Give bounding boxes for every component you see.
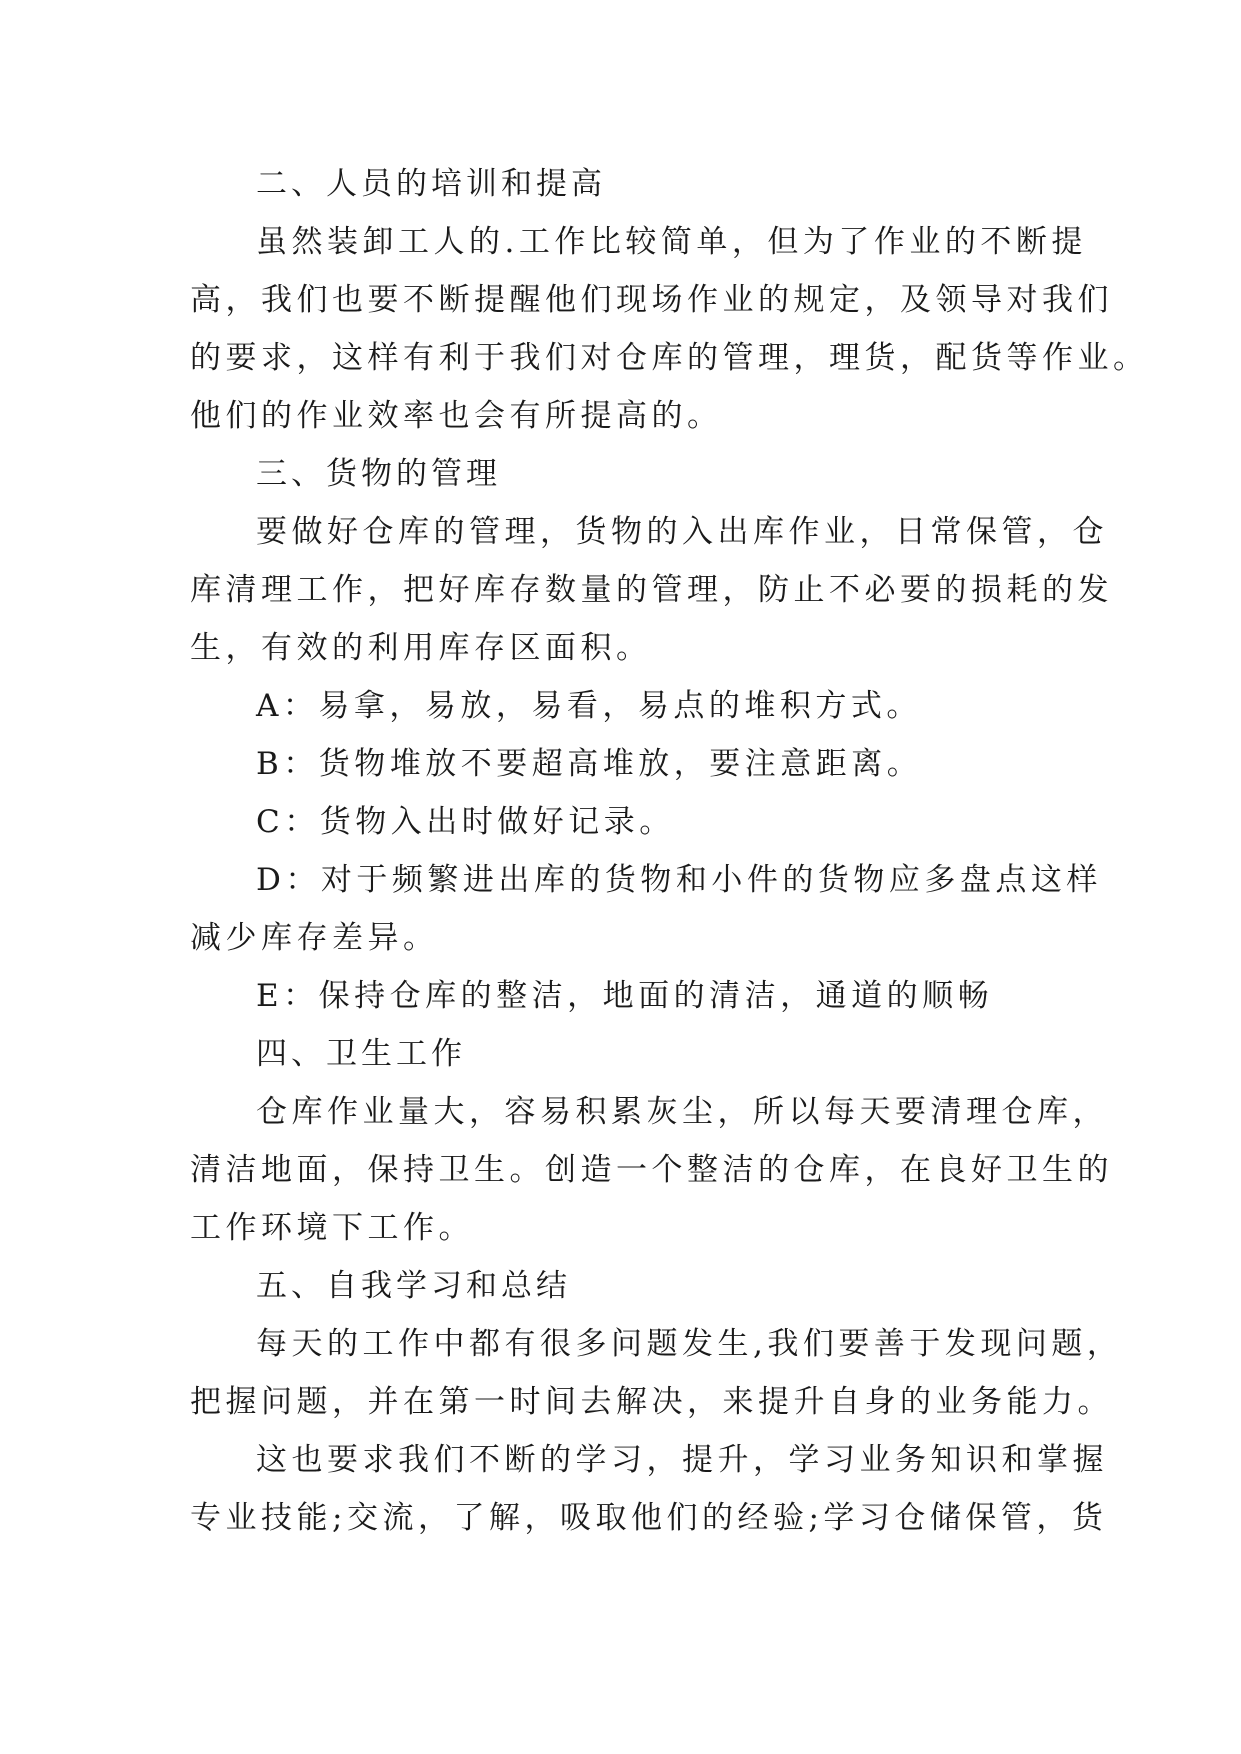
paragraph-line: 高，我们也要不断提醒他们现场作业的规定，及领导对我们 (190, 282, 1113, 318)
paragraph-line: 生，有效的利用库存区面积。 (190, 630, 652, 666)
paragraph-line: 把握问题，并在第一时间去解决，来提升自身的业务能力。 (190, 1384, 1113, 1420)
paragraph-line: 的要求，这样有利于我们对仓库的管理，理货，配货等作业。 (190, 340, 1149, 376)
section-heading: 二、人员的培训和提高 (256, 166, 606, 202)
list-item-c: C：货物入出时做好记录。 (256, 804, 675, 840)
paragraph-line: 仓库作业量大，容易积累灰尘，所以每天要清理仓库， (256, 1094, 1108, 1130)
paragraph-line: 库清理工作，把好库存数量的管理，防止不必要的损耗的发 (190, 572, 1113, 608)
paragraph-line: 要做好仓库的管理，货物的入出库作业，日常保管，仓 (256, 514, 1108, 550)
list-item-e: E：保持仓库的整洁，地面的清洁，通道的顺畅 (256, 978, 994, 1014)
list-item-d: D：对于频繁进出库的货物和小件的货物应多盘点这样 (256, 862, 1102, 898)
paragraph-line: 每天的工作中都有很多问题发生,我们要善于发现问题， (256, 1326, 1123, 1362)
section-heading: 四、卫生工作 (256, 1036, 466, 1072)
paragraph-line: 他们的作业效率也会有所提高的。 (190, 398, 723, 434)
list-item-d-continued: 减少库存差异。 (190, 920, 439, 956)
list-item-b: B：货物堆放不要超高堆放，要注意距离。 (256, 746, 923, 782)
list-item-a: A：易拿，易放，易看，易点的堆积方式。 (256, 688, 922, 724)
paragraph-line: 专业技能;交流，了解，吸取他们的经验;学习仓储保管，货 (190, 1500, 1108, 1536)
paragraph-line: 工作环境下工作。 (190, 1210, 474, 1246)
paragraph-line: 清洁地面，保持卫生。创造一个整洁的仓库，在良好卫生的 (190, 1152, 1113, 1188)
paragraph-line: 虽然装卸工人的.工作比较简单，但为了作业的不断提 (256, 224, 1087, 260)
section-heading: 三、货物的管理 (256, 456, 501, 492)
section-heading: 五、自我学习和总结 (256, 1268, 571, 1304)
paragraph-line: 这也要求我们不断的学习，提升，学习业务知识和掌握 (256, 1442, 1108, 1478)
